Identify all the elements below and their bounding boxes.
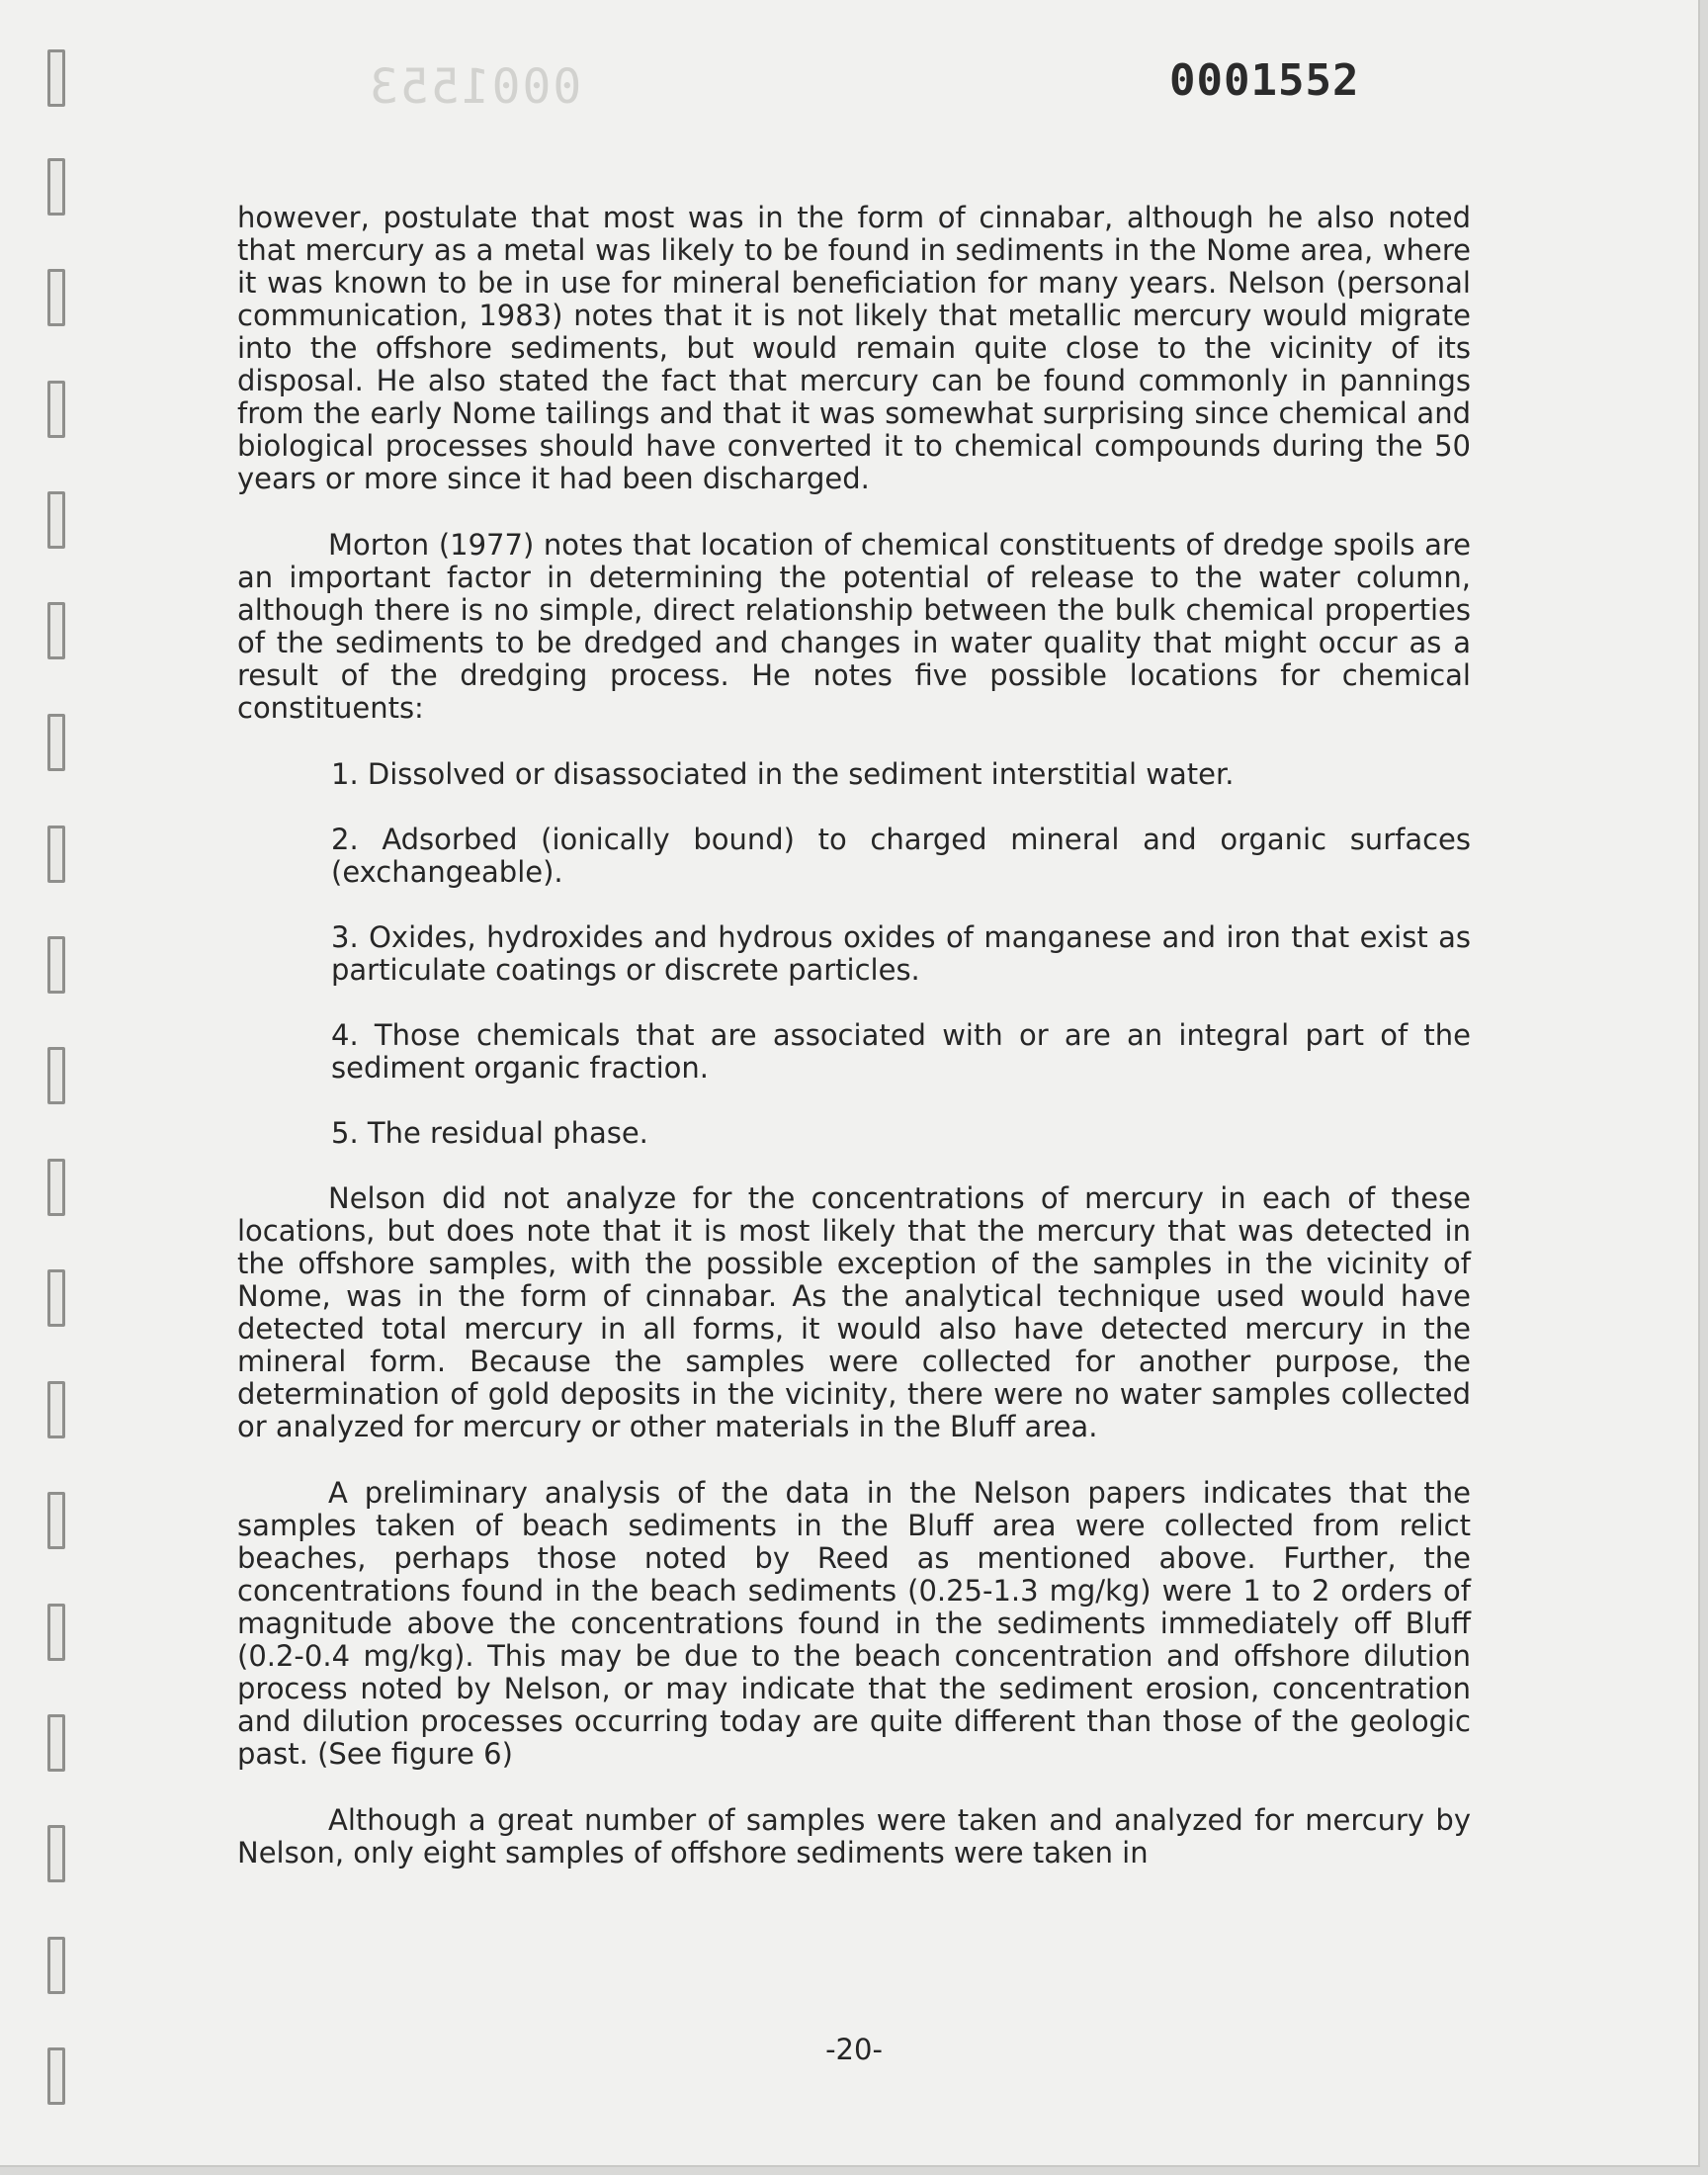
paragraph-preliminary-analysis: A preliminary analysis of the data in the Nelson papers indicates that the samples taken of beach sediments in the Bluff area were collected from relict beaches, perhaps those noted by Reed as mentioned above. Further, the concentrations found in the beach sediments (0.25-1.3 mg/kg) were 1 to 2 orders of magnitude above the concentrations found in the sediments immediately off Bluff (0.2-0.4 mg/kg). This may be due to the beach concentration and offshore dilution process noted by Nelson, or may indicate that the sediment erosion, concentration and dilution processes occurring today are quite different than those of the geologic past. (See figure 6) bbox=[237, 1476, 1471, 1771]
paragraph-morton: Morton (1977) notes that location of chemical constituents of dredge spoils are an important factor in determining the potential of release to the water column, although there is no simple, direct relationship between the bulk chemical properties of the sediments to be dredged and changes in water quality that might occur as a result of the dredging process. He notes five possible locations for chemical constituents: bbox=[237, 528, 1471, 725]
document-number: 0001552 bbox=[1169, 55, 1360, 106]
binding-hole bbox=[47, 602, 65, 659]
binding-hole bbox=[47, 714, 65, 771]
binding-hole bbox=[47, 158, 65, 216]
binding-hole bbox=[47, 1714, 65, 1772]
list-item: 5. The residual phase. bbox=[331, 1116, 648, 1150]
binding-hole bbox=[47, 269, 65, 326]
body-text bbox=[237, 202, 1471, 1903]
list-item: 1. Dissolved or disassociated in the sediment interstitial water. bbox=[331, 757, 1235, 791]
binding-hole bbox=[47, 491, 65, 549]
chemical-locations-list bbox=[237, 758, 1471, 1150]
binding-hole bbox=[47, 1492, 65, 1549]
binding-hole bbox=[47, 1269, 65, 1327]
binding-hole bbox=[47, 936, 65, 994]
paragraph-samples: Although a great number of samples were taken and analyzed for mercury by Nelson, only eight samples of offshore sediments were taken in bbox=[237, 1803, 1471, 1870]
binding-hole bbox=[47, 1937, 65, 1994]
binding-hole bbox=[47, 1047, 65, 1104]
bleed-through-document-number: 0001553 bbox=[368, 59, 582, 115]
page-number: -20- bbox=[825, 2033, 883, 2066]
list-item: 2. Adsorbed (ionically bound) to charged mineral and organic surfaces (exchangeable). bbox=[331, 823, 1471, 889]
paragraph-nelson: Nelson did not analyze for the concentrations of mercury in each of these locations, but does note that it is most likely that the mercury that was detected in the offshore samples, with the possible exception of the samples in the vicinity of Nome, was in the form of cinnabar. As the analytical technique used would have detected total mercury in all forms, it would also have detected mercury in the mineral form. Because the samples were collected for another purpose, the determination of gold deposits in the vicinity, there were no water samples collected or analyzed for mercury or other materials in the Bluff area. bbox=[237, 1181, 1471, 1443]
binding-hole bbox=[47, 1381, 65, 1438]
binding-hole bbox=[47, 1159, 65, 1216]
binding-hole bbox=[47, 1604, 65, 1661]
binding-hole bbox=[47, 1825, 65, 1882]
list-item: 3. Oxides, hydroxides and hydrous oxides of manganese and iron that exist as particulate coatings or discrete particles. bbox=[331, 920, 1471, 987]
list-item: 4. Those chemicals that are associated with or are an integral part of the sediment organic fraction. bbox=[331, 1018, 1471, 1085]
binding-holes bbox=[47, 0, 77, 2175]
paragraph-continued: however, postulate that most was in the form of cinnabar, although he also noted that mercury as a metal was likely to be found in sediments in the Nome area, where it was known to be in use for mineral beneficiation for many years. Nelson (personal communication, 1983) notes that it is not likely that metallic mercury would migrate into the offshore sediments, but would remain quite close to the vicinity of its disposal. He also stated the fact that mercury can be found commonly in pannings from the early Nome tailings and that it was somewhat surprising since chemical and biological processes should have converted it to chemical compounds during the 50 years or more since it had been discharged. bbox=[237, 201, 1471, 495]
binding-hole bbox=[47, 49, 65, 107]
binding-hole bbox=[47, 826, 65, 883]
binding-hole bbox=[47, 381, 65, 438]
